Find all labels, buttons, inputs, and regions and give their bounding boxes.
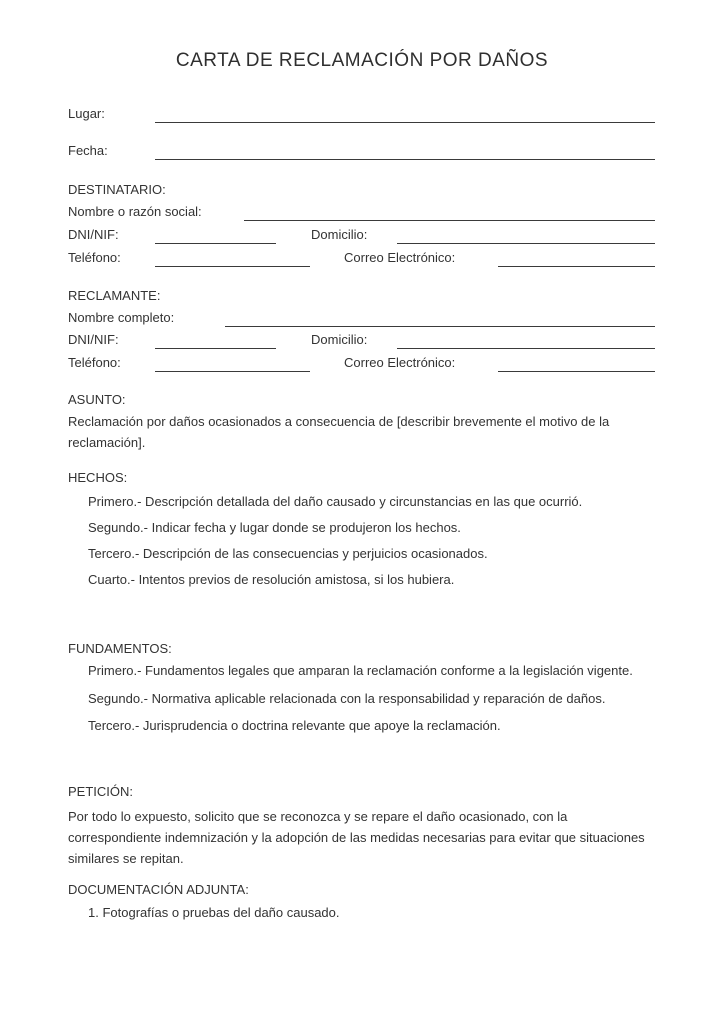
reclamante-heading: RECLAMANTE: [68,288,161,303]
destinatario-telefono-correo-row [68,247,655,267]
hechos-item-1: Primero.- Descripción detallada del daño causado y circunstancias en las que ocurrió. [88,494,583,509]
asunto-text: Reclamación por daños ocasionados a consecuencia de [describir brevemente el motivo de la reclamación]. [68,414,610,450]
reclamante-dni-label: DNI/NIF: [68,332,119,347]
reclamante-dni-domicilio-row [68,329,655,349]
lugar-row [68,103,655,123]
destinatario-correo-label: Correo Electrónico: [344,250,456,265]
destinatario-nombre-field-line [244,220,655,221]
lugar-label: Lugar: [68,106,105,121]
reclamante-nombre-label: Nombre completo: [68,310,175,325]
fecha-field-line [155,159,655,160]
destinatario-dni-field-line [155,243,276,244]
fundamentos-item-1: Primero.- Fundamentos legales que amparan la reclamación conforme a la legislación vigente. [88,663,633,678]
fundamentos-item-2: Segundo.- Normativa aplicable relacionada con la responsabilidad y reparación de daños. [88,691,606,706]
fecha-row [68,140,655,160]
peticion-text: Por todo lo expuesto, solicito que se reconozca y se repare el daño ocasionado, con la correspondiente indemnización y la adopción de las medidas necesarias para evitar que situaciones similares se repitan. [68,809,645,866]
destinatario-domicilio-label: Domicilio: [311,227,368,242]
destinatario-nombre-row [68,201,655,221]
destinatario-dni-domicilio-row [68,224,655,244]
destinatario-domicilio-field-line [397,243,655,244]
fundamentos-heading: FUNDAMENTOS: [68,641,172,656]
lugar-field-line [155,122,655,123]
documentacion-heading: DOCUMENTACIÓN ADJUNTA: [68,882,249,897]
reclamante-telefono-label: Teléfono: [68,355,121,370]
document-title: CARTA DE RECLAMACIÓN POR DAÑOS [175,50,549,71]
hechos-item-3: Tercero.- Descripción de las consecuencias y perjuicios ocasionados. [88,546,488,561]
reclamante-telefono-correo-row [68,352,655,372]
hechos-item-4: Cuarto.- Intentos previos de resolución amistosa, si los hubiera. [88,572,455,587]
reclamante-correo-label: Correo Electrónico: [344,355,456,370]
peticion-heading: PETICIÓN: [68,784,134,799]
fundamentos-item-3: Tercero.- Jurisprudencia o doctrina relevante que apoye la reclamación. [88,718,501,733]
reclamante-dni-field-line [155,348,276,349]
fecha-label: Fecha: [68,143,108,158]
destinatario-correo-field-line [498,266,655,267]
destinatario-heading: DESTINATARIO: [68,182,166,197]
destinatario-telefono-label: Teléfono: [68,250,121,265]
destinatario-telefono-field-line [155,266,310,267]
reclamante-nombre-field-line [225,326,655,327]
hechos-heading: HECHOS: [68,470,128,485]
reclamante-nombre-row [68,307,655,327]
destinatario-dni-label: DNI/NIF: [68,227,119,242]
reclamante-domicilio-field-line [397,348,655,349]
reclamante-telefono-field-line [155,371,310,372]
destinatario-nombre-label: Nombre o razón social: [68,204,202,219]
reclamante-domicilio-label: Domicilio: [311,332,368,347]
documentacion-item-1: 1. Fotografías o pruebas del daño causado. [88,905,340,920]
hechos-item-2: Segundo.- Indicar fecha y lugar donde se produjeron los hechos. [88,520,461,535]
asunto-heading: ASUNTO: [68,392,126,407]
reclamante-correo-field-line [498,371,655,372]
